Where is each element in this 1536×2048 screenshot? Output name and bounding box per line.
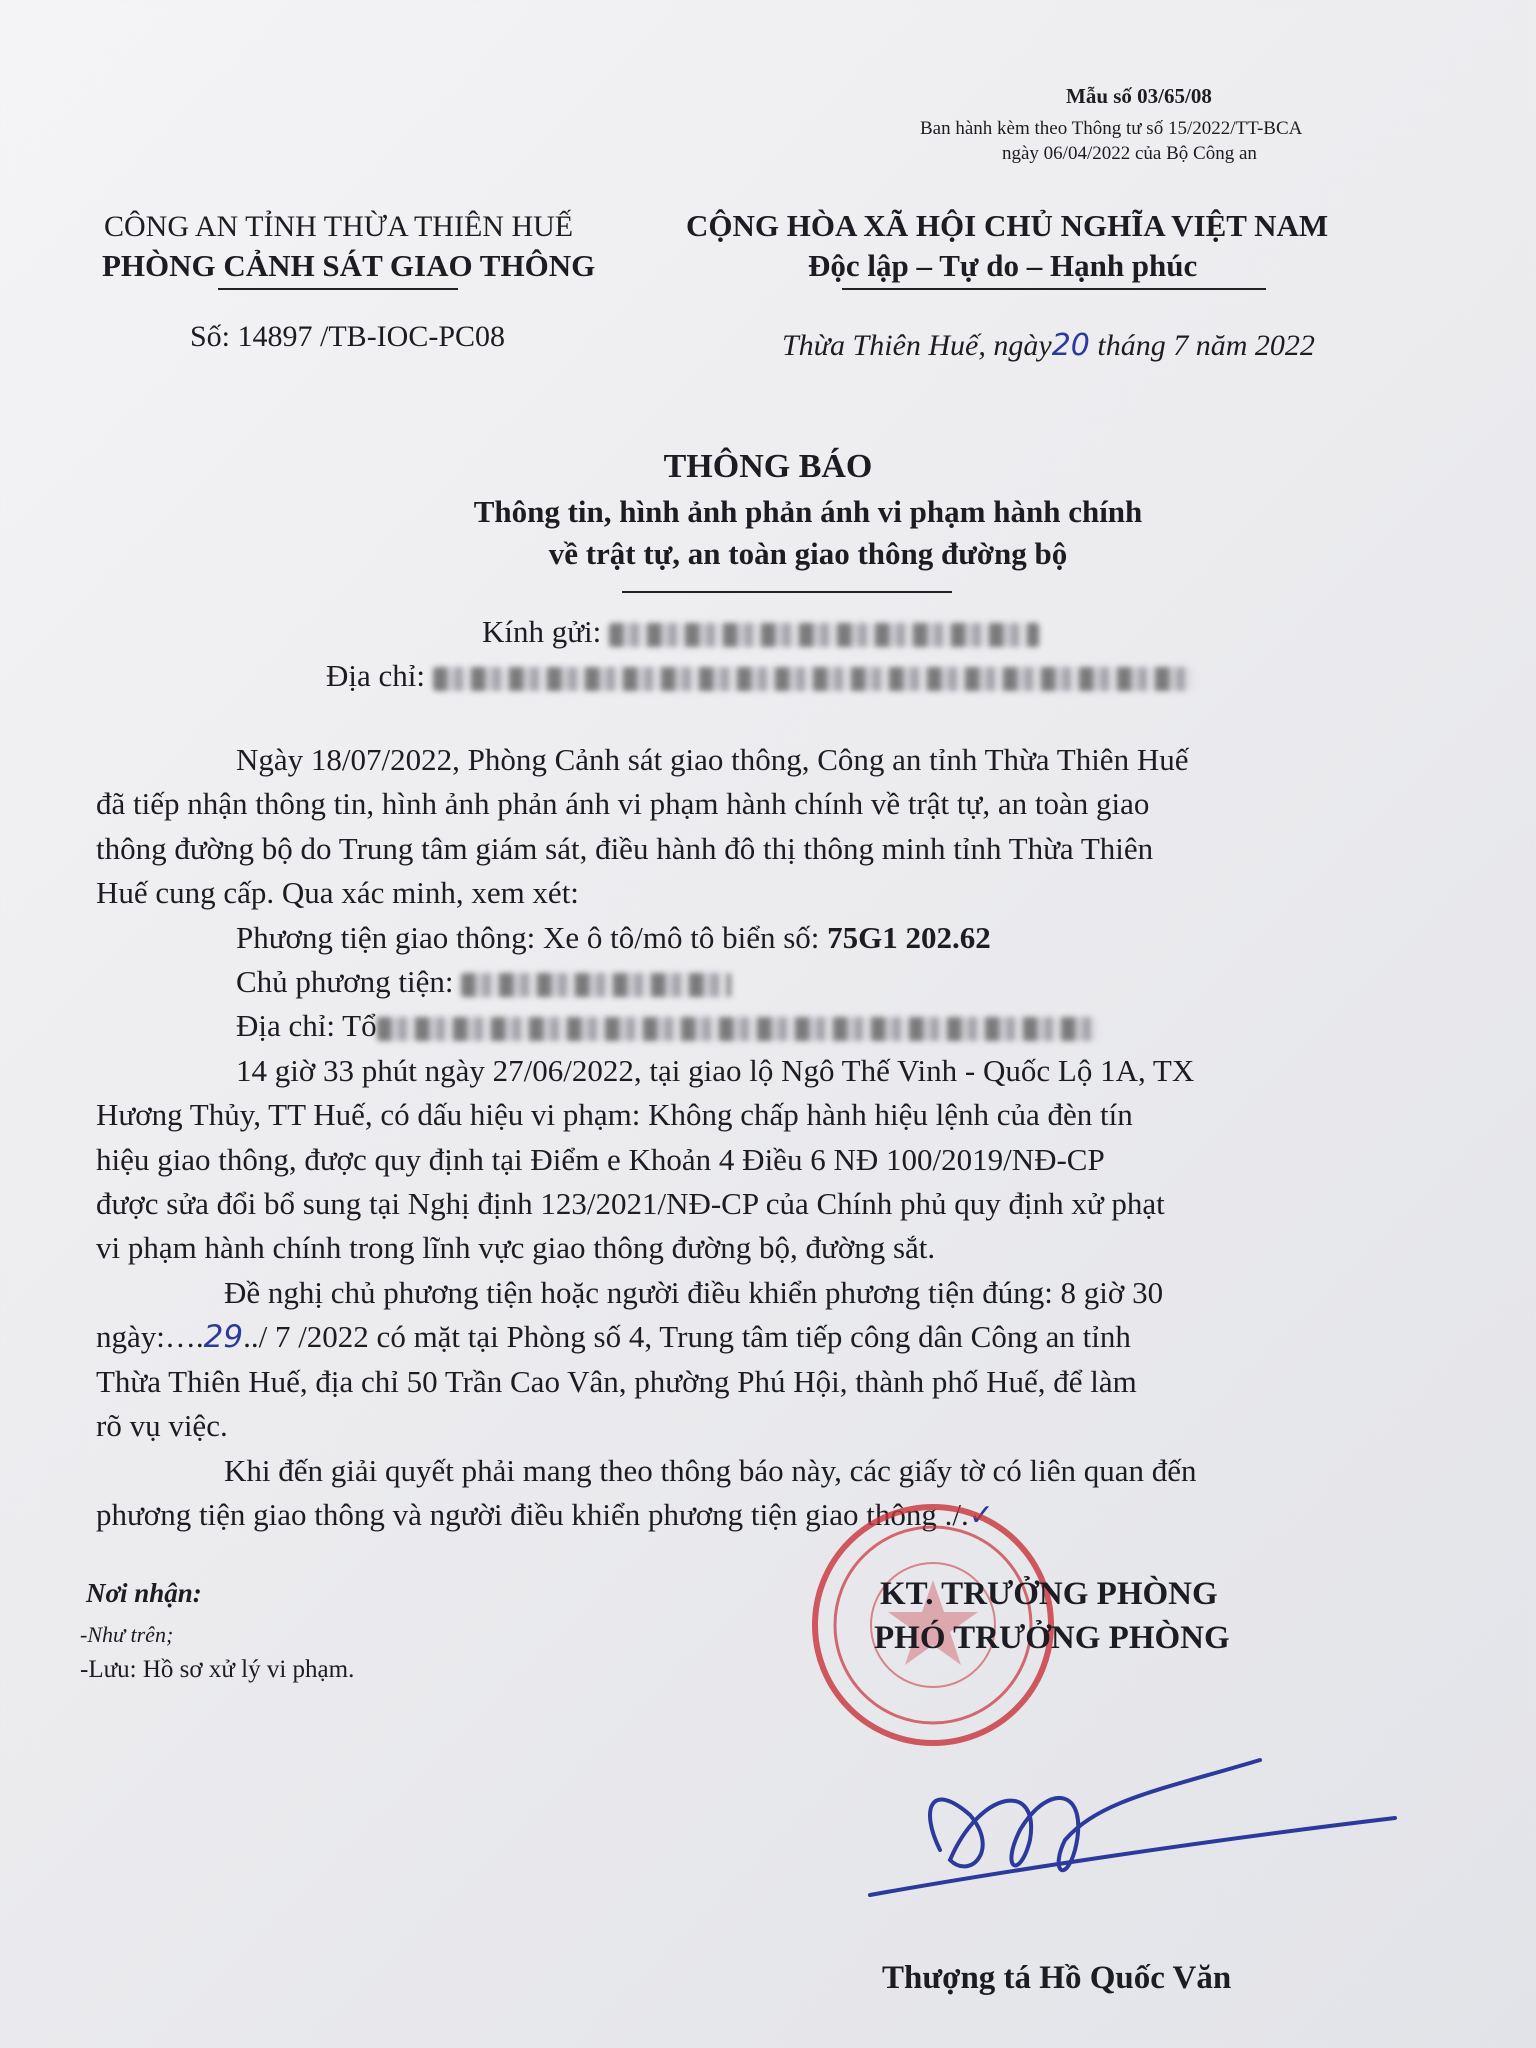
handwritten-signature [860, 1720, 1420, 1920]
recipients-label: Nơi nhận: [86, 1578, 202, 1608]
form-issued-with: Ban hành kèm theo Thông tư số 15/2022/TT-BCA [920, 118, 1303, 139]
violation-line-1: 14 giờ 33 phút ngày 27/06/2022, tại giao lộ Ngô Thế Vinh - Quốc Lộ 1A, TX [236, 1052, 1195, 1088]
recipients-item-1: -Như trên; [80, 1622, 174, 1647]
intake-line-2: đã tiếp nhận thông tin, hình ảnh phản ánh vi phạm hành chính về trật tự, an toàn giao [96, 786, 1150, 822]
request-day-handwritten: 29 [203, 1319, 244, 1356]
initial-mark: ✓ [968, 1497, 994, 1533]
recipient-name-redacted [609, 623, 1039, 647]
recipient-label: Kính gửi: [482, 614, 602, 649]
intake-line-4: Huế cung cấp. Qua xác minh, xem xét: [96, 875, 579, 911]
signer-role-2: PHÓ TRƯỞNG PHÒNG [874, 1620, 1230, 1656]
signer-name: Thượng tá Hồ Quốc Văn [882, 1960, 1232, 1996]
document-number: Số: 14897 /TB-IOC-PC08 [190, 320, 506, 353]
owner-address-label: Địa chỉ: Tổ [236, 1008, 377, 1044]
vehicle-plate: 75G1 202.62 [827, 919, 991, 955]
signer-role-1: KT. TRƯỞNG PHÒNG [880, 1576, 1218, 1612]
intake-line-1: Ngày 18/07/2022, Phòng Cảnh sát giao thông, Công an tỉnh Thừa Thiên Huế [236, 742, 1189, 777]
request-line-1: Đề nghị chủ phương tiện hoặc người điều khiển phương tiện đúng: 8 giờ 30 [224, 1274, 1164, 1310]
recipient-address-line [326, 658, 1193, 694]
recipient-address-redacted [433, 667, 1193, 691]
motto-underline [842, 288, 1266, 290]
owner-address-line [96, 1004, 1426, 1048]
date-day-handwritten: 20 [1051, 328, 1090, 363]
bring-docs-line-2 [96, 1493, 1426, 1538]
owner-label: Chủ phương tiện: [236, 964, 454, 1000]
notice-title: THÔNG BÁO [663, 448, 873, 485]
national-motto: Độc lập – Tự do – Hạnh phúc [808, 248, 1198, 283]
violation-line-5: vi phạm hành chính trong lĩnh vực giao thông đường bộ, đường sắt. [96, 1230, 936, 1266]
intake-line-3: thông đường bộ do Trung tâm giám sát, điều hành đô thị thông minh tỉnh Thừa Thiên [96, 830, 1154, 866]
notice-subtitle-2: về trật tự, an toàn giao thông đường bộ [548, 536, 1068, 571]
notice-subtitle-1: Thông tin, hình ảnh phản ánh vi phạm hành chính [473, 494, 1143, 529]
paragraph-intake [96, 738, 1426, 1538]
agency-name: CÔNG AN TỈNH THỪA THIÊN HUẾ [104, 210, 574, 243]
bring-docs-line-1: Khi đến giải quyết phải mang theo thông báo này, các giấy tờ có liên quan đến [224, 1452, 1197, 1488]
agency-department: PHÒNG CẢNH SÁT GIAO THÔNG [102, 248, 596, 283]
violation-line-3: hiệu giao thông, được quy định tại Điểm e Khoản 4 Điều 6 NĐ 100/2019/NĐ-CP [96, 1141, 1105, 1177]
violation-line-2: Hương Thủy, TT Huế, có dấu hiệu vi phạm: Không chấp hành hiệu lệnh của đèn tín [96, 1097, 1133, 1133]
request-line-4: rõ vụ việc. [96, 1408, 228, 1444]
request-line-2 [96, 1315, 1426, 1359]
owner-line [96, 960, 1426, 1004]
request-date-suffix: ../ 7 /2022 có mặt tại Phòng số 4, Trung tâm tiếp công dân Công an tỉnh [243, 1319, 1131, 1355]
form-number: Mẫu số 03/65/08 [1066, 84, 1212, 108]
recipient-line [482, 614, 1039, 650]
vehicle-label: Phương tiện giao thông: Xe ô tô/mô tô biển số: [236, 919, 828, 955]
bring-docs-text: phương tiện giao thông và người điều khiển phương tiện giao thông ./. [96, 1496, 969, 1532]
recipients-item-2: -Lưu: Hồ sơ xử lý vi phạm. [80, 1656, 355, 1683]
owner-name-redacted [461, 973, 731, 997]
date-suffix: tháng 7 năm 2022 [1097, 329, 1315, 362]
recipient-address-label: Địa chỉ: [326, 658, 425, 693]
request-line-3: Thừa Thiên Huế, địa chỉ 50 Trần Cao Vân, phường Phú Hội, thành phố Huế, để làm [96, 1363, 1137, 1399]
request-date-prefix: ngày:…. [96, 1319, 204, 1355]
vehicle-line [96, 916, 1426, 960]
date-prefix: Thừa Thiên Huế, ngày [782, 329, 1052, 362]
agency-underline [218, 288, 458, 290]
violation-line-4: được sửa đổi bổ sung tại Nghị định 123/2021/NĐ-CP của Chính phủ quy định xử phạt [96, 1186, 1165, 1222]
title-underline [622, 591, 952, 593]
form-issued-date: ngày 06/04/2022 của Bộ Công an [1002, 143, 1257, 164]
owner-address-redacted [377, 1017, 1097, 1041]
national-title: CỘNG HÒA XÃ HỘI CHỦ NGHĨA VIỆT NAM [686, 208, 1329, 243]
document-date [782, 328, 1315, 363]
